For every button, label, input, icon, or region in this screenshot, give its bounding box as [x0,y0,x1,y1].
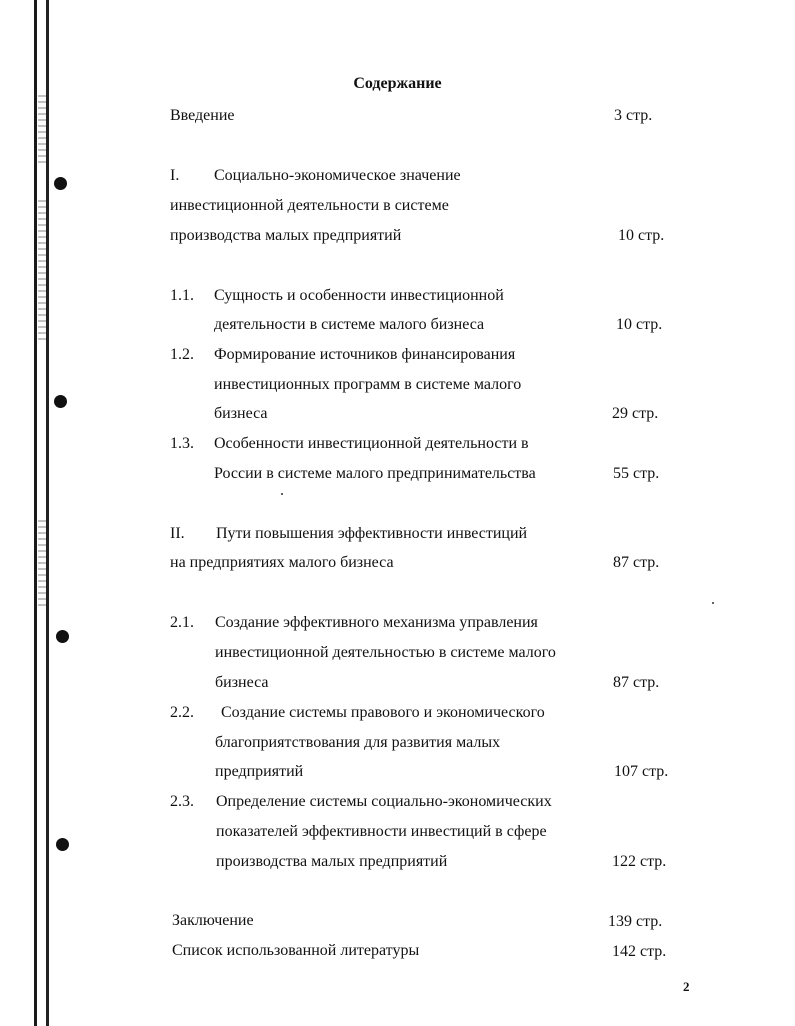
punch-hole-icon [56,838,69,851]
toc-references-page: 142 стр. [612,943,667,960]
toc-section-line: Формирование источников финансирования [214,346,516,363]
toc-section-line: показателей эффективности инвестиций в сфере [216,823,547,840]
toc-chapter2-line: на предприятиях малого бизнеса [170,554,394,571]
toc-section-page: 10 стр. [616,316,663,333]
toc-section-number: 1.2. [170,346,194,363]
toc-intro-page: 3 стр. [614,107,653,124]
toc-section-line: инвестиционных программ в системе малого [214,376,522,393]
toc-section-page: 87 стр. [613,674,660,691]
scan-noise [38,200,46,340]
toc-chapter2-page: 87 стр. [613,554,660,571]
toc-conclusion-page: 139 стр. [608,913,663,930]
scan-speck [281,493,283,495]
toc-chapter1-line: производства малых предприятий [170,227,402,244]
toc-section-page: 107 стр. [614,763,669,780]
toc-section-line: Создание эффективного механизма управления [215,614,538,631]
toc-section-line: Создание системы правового и экономического [221,704,545,721]
toc-section-number: 2.1. [170,614,194,631]
toc-chapter1-page: 10 стр. [618,227,665,244]
toc-section-line: инвестиционной деятельностью в системе малого [215,644,556,661]
toc-section-number: 1.3. [170,435,194,452]
toc-section-line: бизнеса [215,674,269,691]
toc-intro-label: Введение [170,107,235,124]
toc-section-line: предприятий [215,763,304,780]
toc-section-number: 2.3. [170,793,194,810]
toc-references-label: Список использованной литературы [172,942,420,959]
toc-section-page: 122 стр. [612,853,667,870]
toc-section-line: производства малых предприятий [216,853,448,870]
page-number: 2 [683,979,690,994]
toc-section-page: 55 стр. [613,465,660,482]
toc-section-line: Особенности инвестиционной деятельности в [214,435,529,452]
punch-hole-icon [54,395,67,408]
toc-section-line: Сущность и особенности инвестиционной [214,287,504,304]
toc-chapter2-number: II. [170,525,185,542]
toc-chapter1-line: инвестиционной деятельности в системе [170,197,449,214]
page-title: Содержание [353,75,442,92]
toc-chapter1-number: I. [170,167,180,184]
scan-binding-edge [46,0,49,1026]
scan-noise [38,95,46,165]
toc-chapter1-line: Социально-экономическое значение [214,167,461,184]
punch-hole-icon [56,630,69,643]
toc-conclusion-label: Заключение [172,912,254,929]
toc-section-line: деятельности в системе малого бизнеса [214,316,485,333]
toc-section-line: благоприятствования для развития малых [215,734,501,751]
toc-section-line: Определение системы социально-экономических [216,793,552,810]
scan-noise [38,520,46,610]
toc-section-line: России в системе малого предпринимательства [214,465,536,482]
scan-speck [712,602,714,604]
toc-section-page: 29 стр. [612,405,659,422]
toc-section-line: бизнеса [214,405,268,422]
scan-binding-edge [34,0,37,1026]
toc-section-number: 1.1. [170,287,194,304]
toc-chapter2-line: Пути повышения эффективности инвестиций [216,525,528,542]
toc-section-number: 2.2. [170,704,194,721]
punch-hole-icon [54,177,67,190]
